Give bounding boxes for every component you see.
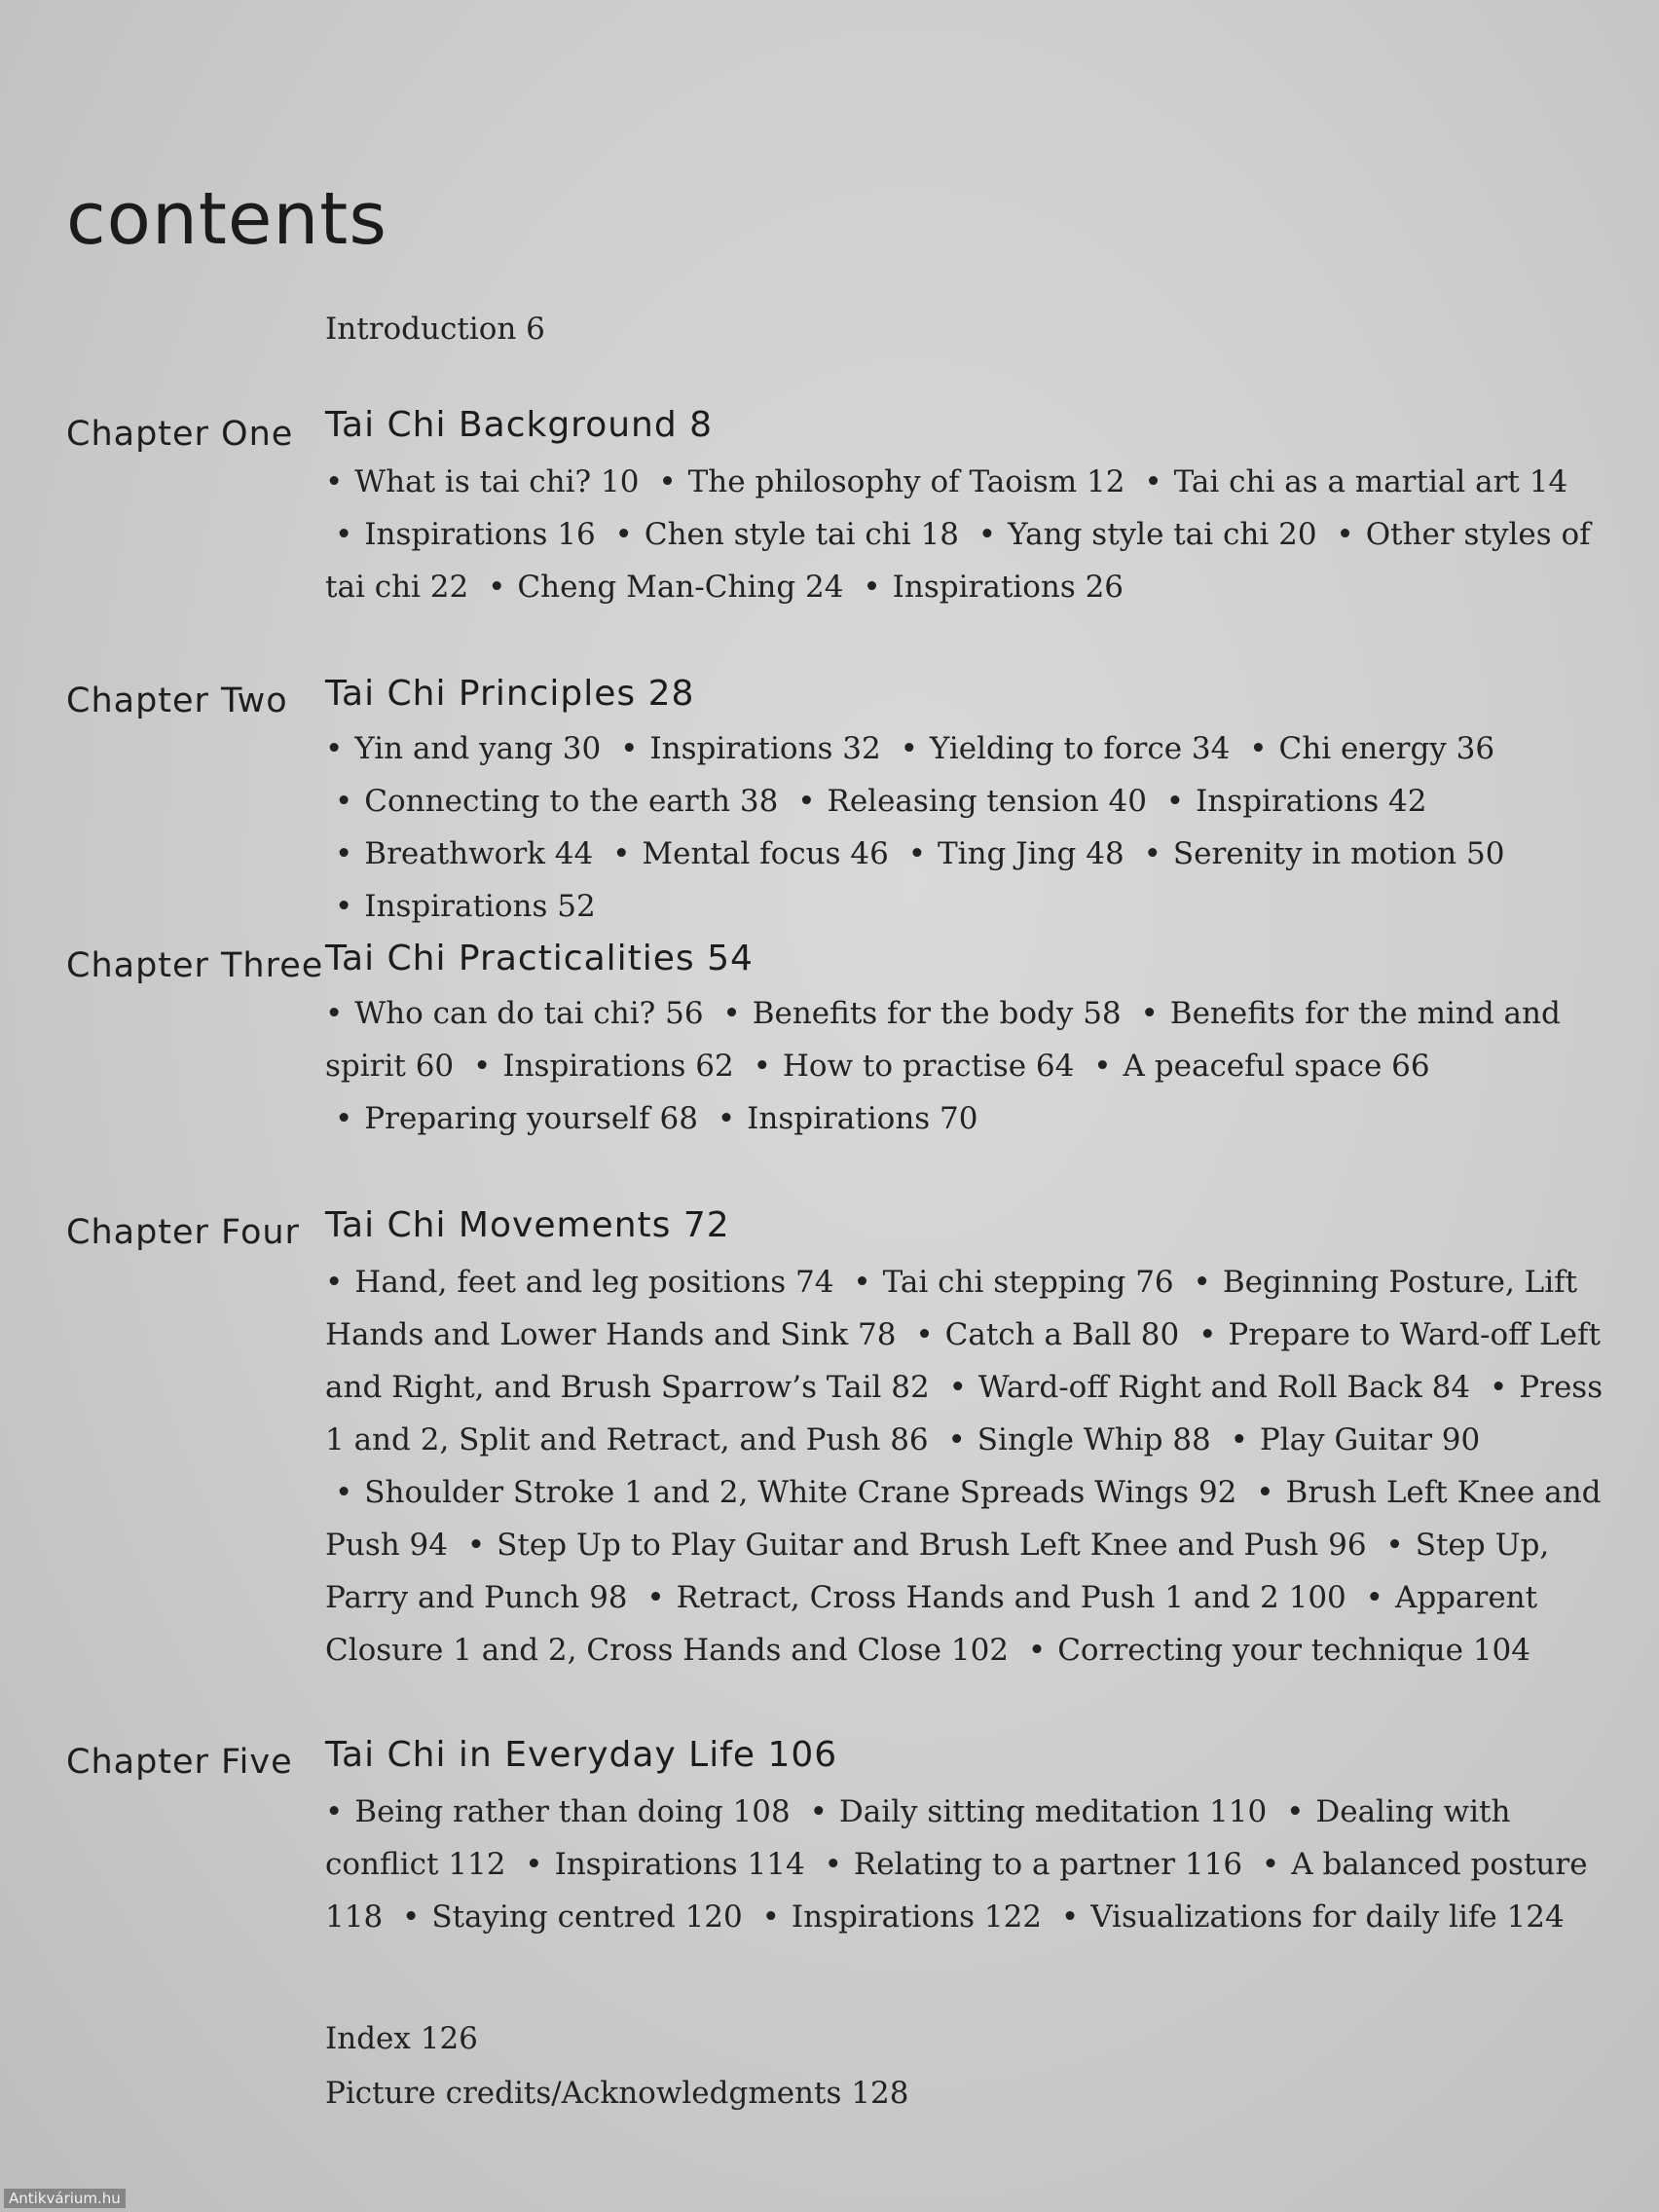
list-item: • Who can do tai chi? 56 (325, 996, 704, 1031)
list-item: • How to practise 64 (744, 1049, 1075, 1084)
list-item: • Visualizations for daily life 124 (1051, 1899, 1565, 1935)
list-item: • Inspirations 52 (325, 889, 596, 924)
list-item: • Yang style tai chi 20 (969, 517, 1317, 552)
credits-entry: Picture credits/Acknowledgments 128 (325, 2076, 909, 2111)
list-item: • Ward-off Right and Roll Back 84 (940, 1370, 1471, 1405)
list-item: • Retract, Cross Hands and Push 1 and 2 100 (637, 1580, 1346, 1615)
list-item: • Shoulder Stroke 1 and 2, White Crane Spreads Wings 92 (325, 1475, 1236, 1510)
list-item: • Inspirations 70 (708, 1101, 978, 1136)
list-item: • Daily sitting meditation 110 (800, 1794, 1268, 1829)
list-item: • Benefits for the body 58 (713, 996, 1121, 1031)
list-item: • Staying centred 120 (392, 1899, 743, 1935)
list-item: • Connecting to the earth 38 (325, 784, 778, 819)
list-item: • Relating to a partner 116 (815, 1847, 1242, 1882)
list-item: • Mental focus 46 (603, 836, 889, 871)
chapter-one-title: Tai Chi Background 8 (325, 405, 714, 445)
list-item: • Cheng Man-Ching 24 (478, 570, 843, 605)
chapter-one-label: Chapter One (66, 415, 294, 454)
list-item: • Chen style tai chi 18 (606, 517, 959, 552)
list-item: • Step Up, Parry and Punch 98 (325, 1528, 1549, 1615)
list-item: • Dealing with conflict 112 (325, 1794, 1510, 1882)
chapter-five-label: Chapter Five (66, 1743, 293, 1782)
list-item: • Single Whip 88 (939, 1422, 1211, 1457)
list-item: • Breathwork 44 (325, 836, 593, 871)
chapter-three-title: Tai Chi Practicalities 54 (325, 939, 754, 978)
chapter-five-items (325, 1786, 1630, 1943)
list-item: • Yielding to force 34 (891, 731, 1231, 766)
list-item: • Step Up to Play Guitar and Brush Left Knee and Push 96 (458, 1528, 1367, 1563)
list-item: • Inspirations 42 (1157, 784, 1427, 819)
chapter-five-title: Tai Chi in Everyday Life 106 (325, 1735, 838, 1775)
list-item: • Inspirations 62 (463, 1049, 734, 1084)
list-item: • Inspirations 114 (515, 1847, 804, 1882)
chapter-three-items (325, 987, 1630, 1145)
list-item: • A balanced posture 118 (325, 1847, 1588, 1935)
chapter-four-label: Chapter Four (66, 1213, 300, 1252)
list-item: • Releasing tension 40 (788, 784, 1147, 819)
chapter-four-title: Tai Chi Movements 72 (325, 1205, 730, 1245)
list-item: • Ting Jing 48 (899, 836, 1124, 871)
chapter-three-label: Chapter Three (66, 946, 324, 985)
list-item: • Hand, feet and leg positions 74 (325, 1265, 833, 1300)
list-item: • Beginning Posture, Lift Hands and Lower Hands and Sink 78 (325, 1265, 1577, 1352)
list-item: • Chi energy 36 (1239, 731, 1494, 766)
list-item: • Being rather than doing 108 (325, 1794, 791, 1829)
list-item: • A peaceful space 66 (1084, 1049, 1429, 1084)
chapter-four-items (325, 1256, 1630, 1677)
chapter-one-items (325, 456, 1630, 613)
list-item: • Catch a Ball 80 (905, 1317, 1179, 1352)
list-item: • Inspirations 26 (853, 570, 1124, 605)
list-item: • Other styles of tai chi 22 (325, 517, 1591, 605)
list-item: • Brush Left Knee and Push 94 (325, 1475, 1602, 1563)
index-entry: Index 126 (325, 2021, 478, 2056)
list-item: • Serenity in motion 50 (1134, 836, 1505, 871)
list-item: • Tai chi stepping 76 (843, 1265, 1173, 1300)
list-item: • What is tai chi? 10 (325, 464, 639, 499)
list-item: • Prepare to Ward-off Left and Right, and Brush Sparrow’s Tail 82 (325, 1317, 1601, 1405)
list-item: • Preparing yourself 68 (325, 1101, 698, 1136)
list-item: • Yin and yang 30 (325, 731, 601, 766)
list-item: • Apparent Closure 1 and 2, Cross Hands and Close 102 (325, 1580, 1537, 1668)
list-item: • Tai chi as a martial art 14 (1134, 464, 1567, 499)
chapter-two-items (325, 722, 1630, 933)
page-title: contents (66, 177, 387, 261)
chapter-two-label: Chapter Two (66, 682, 288, 720)
list-item: • Benefits for the mind and spirit 60 (325, 996, 1561, 1084)
list-item: • Inspirations 122 (753, 1899, 1042, 1935)
list-item: • Press 1 and 2, Split and Retract, and Push 86 (325, 1370, 1603, 1457)
watermark: Antikvárium.hu (4, 2189, 126, 2208)
list-item: • Inspirations 32 (610, 731, 881, 766)
list-item: • Correcting your technique 104 (1018, 1633, 1530, 1668)
list-item: • The philosophy of Taoism 12 (648, 464, 1124, 499)
list-item: • Inspirations 16 (325, 517, 596, 552)
list-item: • Play Guitar 90 (1221, 1422, 1481, 1457)
chapter-two-title: Tai Chi Principles 28 (325, 674, 695, 714)
introduction-entry: Introduction 6 (325, 312, 545, 347)
